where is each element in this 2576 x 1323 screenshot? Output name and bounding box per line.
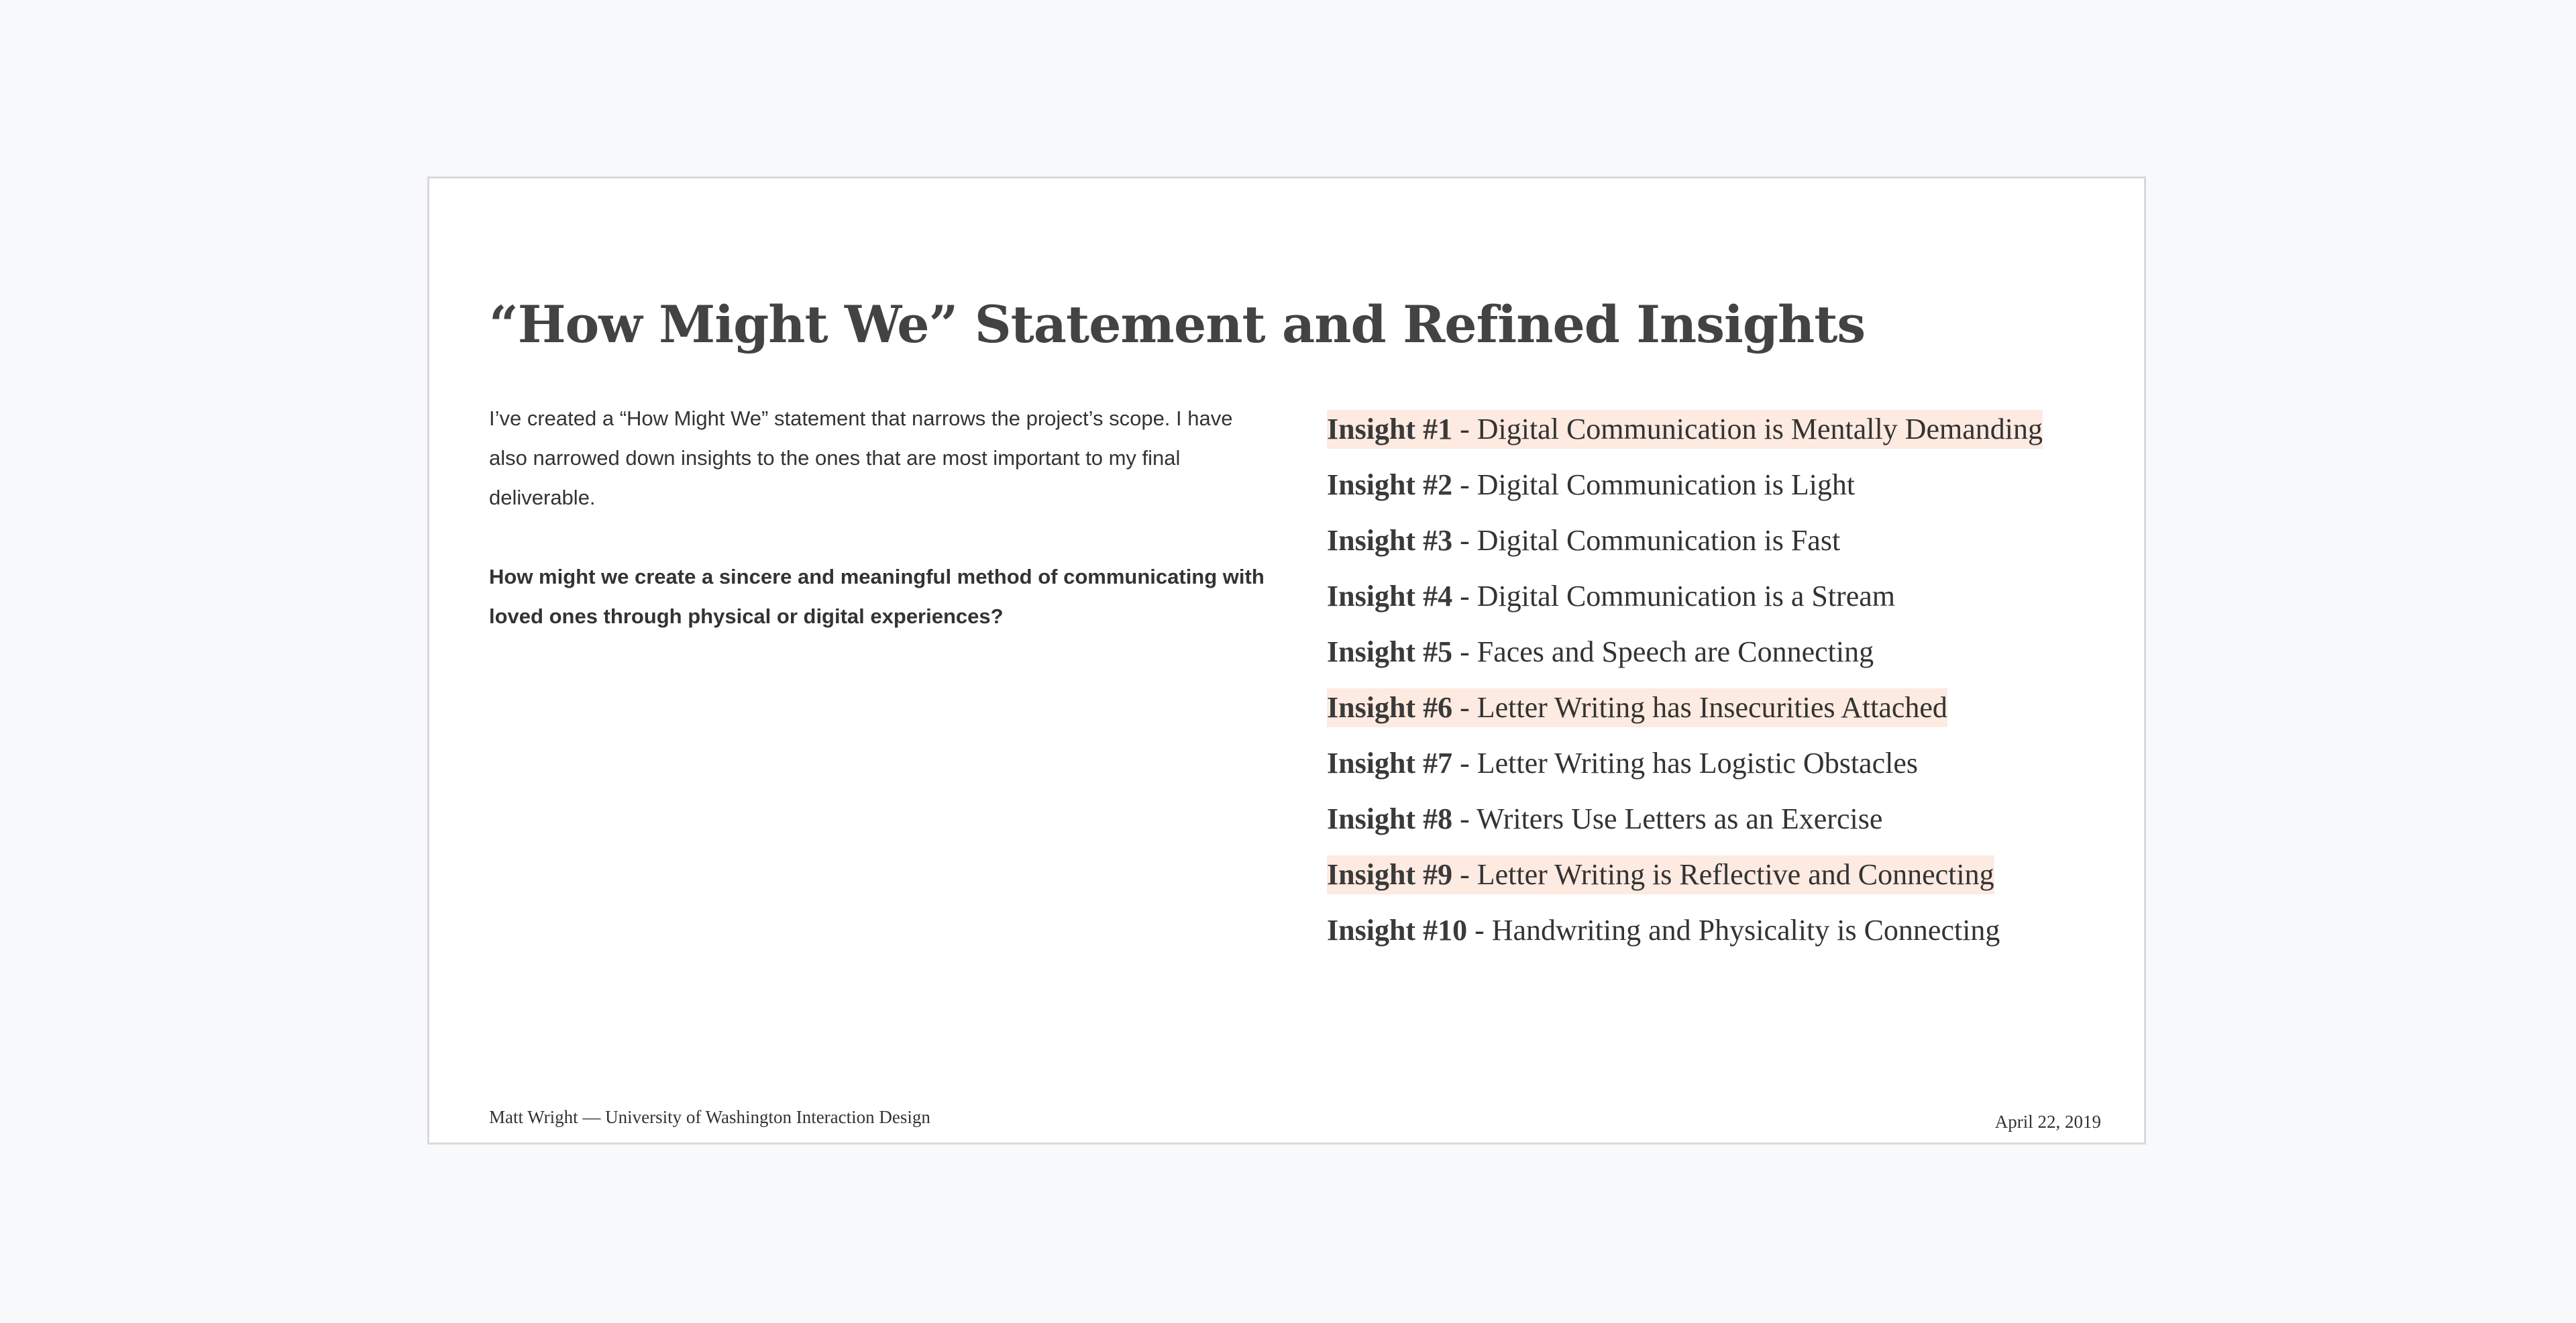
insight-text: Handwriting and Physicality is Connecting xyxy=(1491,914,2000,947)
insight-item xyxy=(1327,791,2043,847)
insight-label: Insight #10 xyxy=(1327,914,1468,947)
footer-date: April 22, 2019 xyxy=(1994,1112,2101,1132)
insight-label: Insight #1 xyxy=(1327,413,1453,445)
insight-label: Insight #6 xyxy=(1327,691,1453,724)
hmw-statement: How might we create a sincere and meaningful method of communicating with loved ones through physical or digital experiences? xyxy=(489,565,1265,628)
insight-highlight xyxy=(1327,911,2000,950)
insight-item xyxy=(1327,513,2043,568)
slide-title: “How Might We” Statement and Refined Insights xyxy=(489,295,1866,354)
insight-separator: - xyxy=(1452,580,1477,613)
insight-separator: - xyxy=(1467,914,1492,947)
insight-text: Writers Use Letters as an Exercise xyxy=(1476,802,1883,835)
insight-highlight xyxy=(1327,577,1895,616)
insight-label: Insight #9 xyxy=(1327,858,1453,891)
statement-column xyxy=(489,399,1267,636)
insight-item xyxy=(1327,568,2043,624)
insight-separator: - xyxy=(1452,802,1477,835)
insight-text: Letter Writing is Reflective and Connecting xyxy=(1477,858,1994,891)
insight-text: Letter Writing has Insecurities Attached xyxy=(1477,691,1947,724)
insight-highlight xyxy=(1327,688,1947,727)
insight-text: Digital Communication is Light xyxy=(1477,468,1856,501)
insight-label: Insight #4 xyxy=(1327,580,1453,613)
insight-separator: - xyxy=(1452,468,1477,501)
insight-item xyxy=(1327,624,2043,680)
insight-separator: - xyxy=(1452,413,1477,445)
insight-highlight xyxy=(1327,466,1855,505)
insight-item xyxy=(1327,680,2043,735)
insight-text: Faces and Speech are Connecting xyxy=(1477,635,1874,668)
insight-item xyxy=(1327,847,2043,902)
insight-separator: - xyxy=(1452,747,1477,780)
slide xyxy=(427,176,2146,1145)
insight-separator: - xyxy=(1452,635,1477,668)
insight-text: Digital Communication is Mentally Demanding xyxy=(1477,413,2043,445)
insight-separator: - xyxy=(1452,858,1477,891)
insight-separator: - xyxy=(1452,524,1477,557)
footer-author: Matt Wright — University of Washington Interaction Design xyxy=(489,1107,930,1127)
insight-separator: - xyxy=(1452,691,1477,724)
insight-label: Insight #7 xyxy=(1327,747,1453,780)
insight-item xyxy=(1327,902,2043,958)
insight-label: Insight #8 xyxy=(1327,802,1453,835)
insight-highlight xyxy=(1327,800,1882,839)
insight-highlight xyxy=(1327,744,1918,783)
insight-item xyxy=(1327,401,2043,457)
insight-highlight xyxy=(1327,633,1874,672)
insight-label: Insight #3 xyxy=(1327,524,1453,557)
insight-highlight xyxy=(1327,521,1840,560)
insight-highlight xyxy=(1327,855,1994,894)
intro-paragraph: I’ve created a “How Might We” statement that narrows the project’s scope. I have also narrowed down insights to the ones that are most important to my final deliverable. xyxy=(489,407,1233,509)
insight-label: Insight #2 xyxy=(1327,468,1453,501)
insight-text: Digital Communication is Fast xyxy=(1477,524,1841,557)
insight-text: Digital Communication is a Stream xyxy=(1477,580,1895,613)
insight-highlight xyxy=(1327,410,2043,449)
insight-item xyxy=(1327,457,2043,513)
insight-label: Insight #5 xyxy=(1327,635,1453,668)
insights-list xyxy=(1327,401,2043,958)
insight-text: Letter Writing has Logistic Obstacles xyxy=(1477,747,1918,780)
insight-item xyxy=(1327,735,2043,791)
